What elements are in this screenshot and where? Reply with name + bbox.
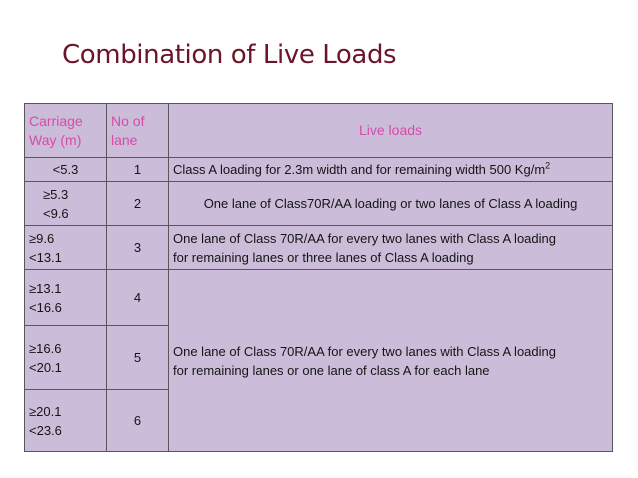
live-load-cell: One lane of Class70R/AA loading or two lanes of Class A loading xyxy=(169,182,613,226)
carriage-way-max: <16.6 xyxy=(29,299,62,315)
live-load-text: Class A loading for 2.3m width and for remaining width 500 Kg/m xyxy=(173,162,546,177)
carriage-way-min: ≥9.6 xyxy=(29,230,55,246)
carriage-way-max: <23.6 xyxy=(29,422,62,438)
live-load-line-2: for remaining lanes or three lanes of Class A loading xyxy=(173,249,474,265)
lane-count-cell: 1 xyxy=(107,158,169,182)
table-header-row xyxy=(25,104,613,158)
header-no-of-lane-line-2: lane xyxy=(111,131,138,148)
carriage-way-max: <9.6 xyxy=(43,205,69,221)
table-row xyxy=(25,226,613,270)
header-carriage-way xyxy=(25,104,107,158)
carriage-way-min: ≥13.1 xyxy=(29,280,62,296)
merged-live-load-cell xyxy=(169,270,613,452)
carriage-way-cell xyxy=(25,390,107,452)
lane-count-cell: 3 xyxy=(107,226,169,270)
carriage-way-max: <13.1 xyxy=(29,249,62,265)
carriage-way-value: <5.3 xyxy=(52,162,79,177)
header-live-loads: Live loads xyxy=(169,104,613,158)
live-load-cell xyxy=(169,226,613,270)
carriage-way-cell xyxy=(25,158,107,182)
header-carriage-way-line-2: Way (m) xyxy=(29,131,82,148)
carriage-way-min: ≥5.3 xyxy=(43,186,69,202)
merged-live-load-line-2: for remaining lanes or one lane of class A for each lane xyxy=(173,362,490,378)
table-row xyxy=(25,270,613,326)
carriage-way-min: ≥20.1 xyxy=(29,403,62,419)
merged-live-load-line-1: One lane of Class 70R/AA for every two lanes with Class A loading xyxy=(173,343,556,359)
lane-count-cell: 5 xyxy=(107,326,169,390)
carriage-way-cell xyxy=(25,270,107,326)
table-row xyxy=(25,182,613,226)
slide-title: Combination of Live Loads xyxy=(62,40,397,70)
lane-count-cell: 6 xyxy=(107,390,169,452)
header-carriage-way-line-1: Carriage xyxy=(29,112,83,129)
table-row xyxy=(25,158,613,182)
lane-count-cell: 4 xyxy=(107,270,169,326)
header-no-of-lane xyxy=(107,104,169,158)
live-load-superscript: 2 xyxy=(545,160,551,171)
lane-count-cell: 2 xyxy=(107,182,169,226)
live-loads-table xyxy=(24,103,613,452)
carriage-way-min: ≥16.6 xyxy=(29,340,62,356)
live-load-cell xyxy=(169,158,613,182)
carriage-way-cell xyxy=(25,326,107,390)
live-load-line-1: One lane of Class 70R/AA for every two lanes with Class A loading xyxy=(173,230,556,246)
carriage-way-max: <20.1 xyxy=(29,359,62,375)
carriage-way-cell xyxy=(25,226,107,270)
header-no-of-lane-line-1: No of xyxy=(111,112,145,129)
carriage-way-cell xyxy=(25,182,107,226)
